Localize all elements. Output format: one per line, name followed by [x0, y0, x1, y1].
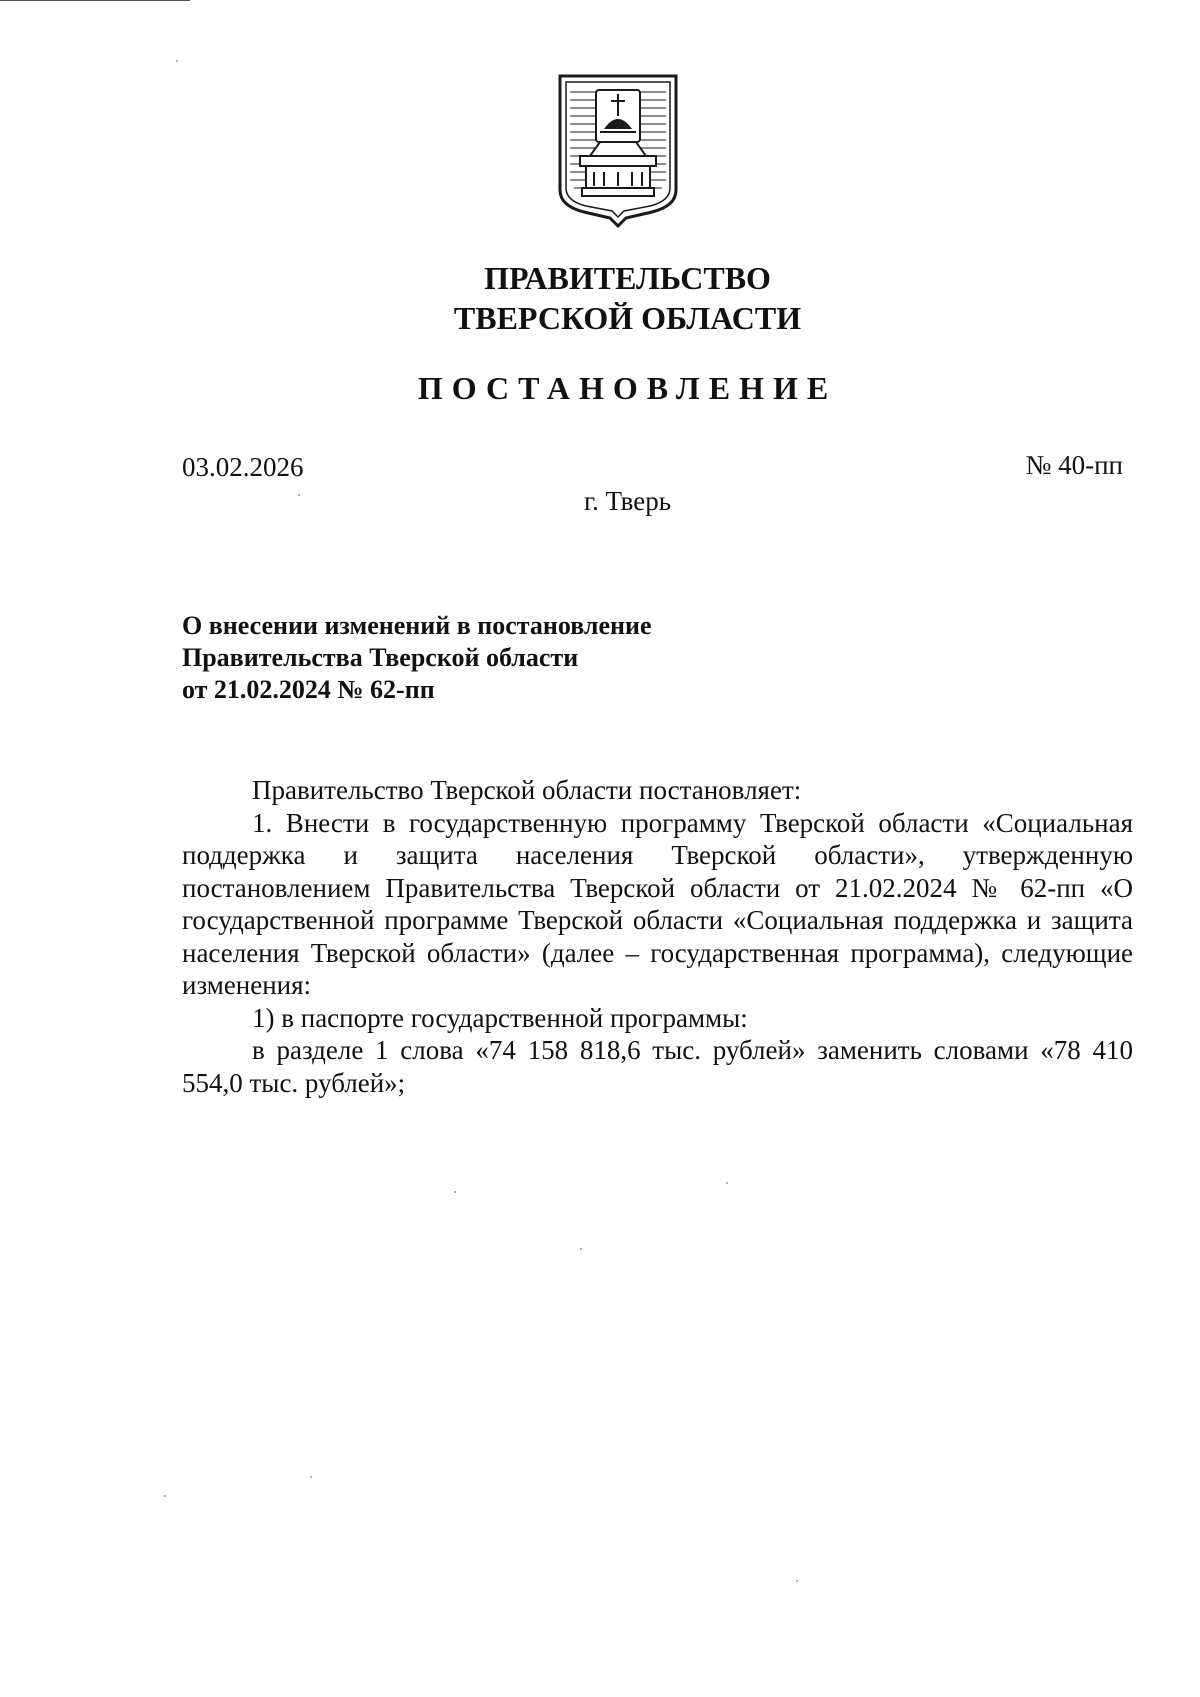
- subject-line1: О внесении изменений в постановление: [182, 611, 652, 640]
- scan-speck: [164, 1495, 166, 1497]
- scan-speck: [796, 1580, 798, 1582]
- body-paragraph-item1: 1. Внести в государственную программу Тверской области «Социальная поддержка и защита населения Тверской области», утвержденную постановлением Правительства Тверской области от 21.02.2024 № 62-пп «О государственной программе Тверской области «Социальная поддержка и защита населения Тверской области» (далее – государственная программа), следующие изменения:: [182, 807, 1133, 1000]
- scan-speck: [298, 494, 300, 496]
- document-body: [182, 774, 1133, 1099]
- scan-speck: [310, 1476, 312, 1478]
- body-paragraph-subitem1: 1) в паспорте государственной программы:: [252, 1002, 748, 1033]
- document-date: 03.02.2026: [182, 452, 304, 482]
- scan-speck: [454, 1191, 456, 1193]
- subject-line3: от 21.02.2024 № 62-пп: [182, 675, 435, 704]
- organization-title-line1: ПРАВИТЕЛЬСТВО: [484, 260, 771, 296]
- organization-title: [0, 258, 1200, 338]
- document-subject: [182, 610, 652, 706]
- organization-title-line2: ТВЕРСКОЙ ОБЛАСТИ: [453, 300, 802, 336]
- subject-line2: Правительства Тверской области: [182, 643, 579, 672]
- scan-speck: [726, 1182, 728, 1184]
- scan-artifact: [0, 0, 190, 11]
- document-city: г. Тверь: [583, 486, 672, 516]
- body-paragraph-preamble: Правительство Тверской области постановляет:: [252, 775, 802, 805]
- document-number: № 40-пп: [1025, 450, 1123, 480]
- coat-of-arms-icon: [556, 72, 680, 228]
- body-paragraph-replacement: в разделе 1 слова «74 158 818,6 тыс. рублей» заменить словами «78 410 554,0 тыс. рублей»;: [182, 1035, 1133, 1098]
- document-type-heading: ПОСТАНОВЛЕНИЕ: [417, 370, 838, 406]
- scan-speck: [176, 60, 178, 62]
- scan-speck: [580, 1248, 582, 1250]
